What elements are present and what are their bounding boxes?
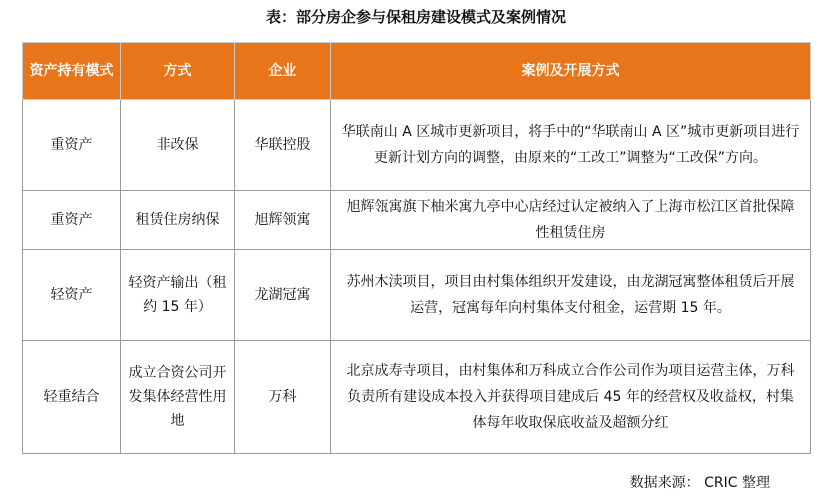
cell-detail: 旭辉瓴寓旗下柚米寓九亭中心店经过认定被纳入了上海市松江区首批保障性租赁住房 bbox=[331, 191, 811, 250]
cell-method: 非改保 bbox=[121, 100, 235, 191]
cell-method: 轻资产输出（租约 15 年） bbox=[121, 250, 235, 341]
case-table bbox=[22, 42, 811, 454]
cell-detail: 华联南山 A 区城市更新项目，将手中的“华联南山 A 区”城市更新项目进行更新计划方向的调整，由原来的“工改工”调整为“工改保”方向。 bbox=[331, 100, 811, 191]
table-row bbox=[23, 250, 811, 341]
cell-model: 重资产 bbox=[23, 100, 121, 191]
cell-detail: 北京成寿寺项目，由村集体和万科成立合作公司作为项目运营主体，万科负责所有建设成本投入并获得项目建成后 45 年的经营权及收益权，村集体每年收取保底收益及超额分红 bbox=[331, 341, 811, 454]
source-note: 数据来源： CRIC 整理 bbox=[629, 475, 770, 491]
cell-model: 轻重结合 bbox=[23, 341, 121, 454]
table-row bbox=[23, 191, 811, 250]
table-title: 表：部分房企参与保租房建设模式及案例情况 bbox=[265, 8, 566, 26]
header-model: 资产持有模式 bbox=[23, 43, 121, 100]
table-header-row bbox=[23, 43, 811, 100]
table-row bbox=[23, 341, 811, 454]
header-company: 企业 bbox=[235, 43, 331, 100]
cell-company: 旭辉领寓 bbox=[235, 191, 331, 250]
cell-model: 轻资产 bbox=[23, 250, 121, 341]
cell-company: 华联控股 bbox=[235, 100, 331, 191]
cell-method: 租赁住房纳保 bbox=[121, 191, 235, 250]
header-method: 方式 bbox=[121, 43, 235, 100]
cell-company: 龙湖冠寓 bbox=[235, 250, 331, 341]
cell-method: 成立合资公司开发集体经营性用地 bbox=[121, 341, 235, 454]
header-detail: 案例及开展方式 bbox=[331, 43, 811, 100]
cell-detail: 苏州木渎项目，项目由村集体组织开发建设，由龙湖冠寓整体租赁后开展运营，冠寓每年向村集体支付租金，运营期 15 年。 bbox=[331, 250, 811, 341]
table-row bbox=[23, 100, 811, 191]
cell-model: 重资产 bbox=[23, 191, 121, 250]
cell-company: 万科 bbox=[235, 341, 331, 454]
